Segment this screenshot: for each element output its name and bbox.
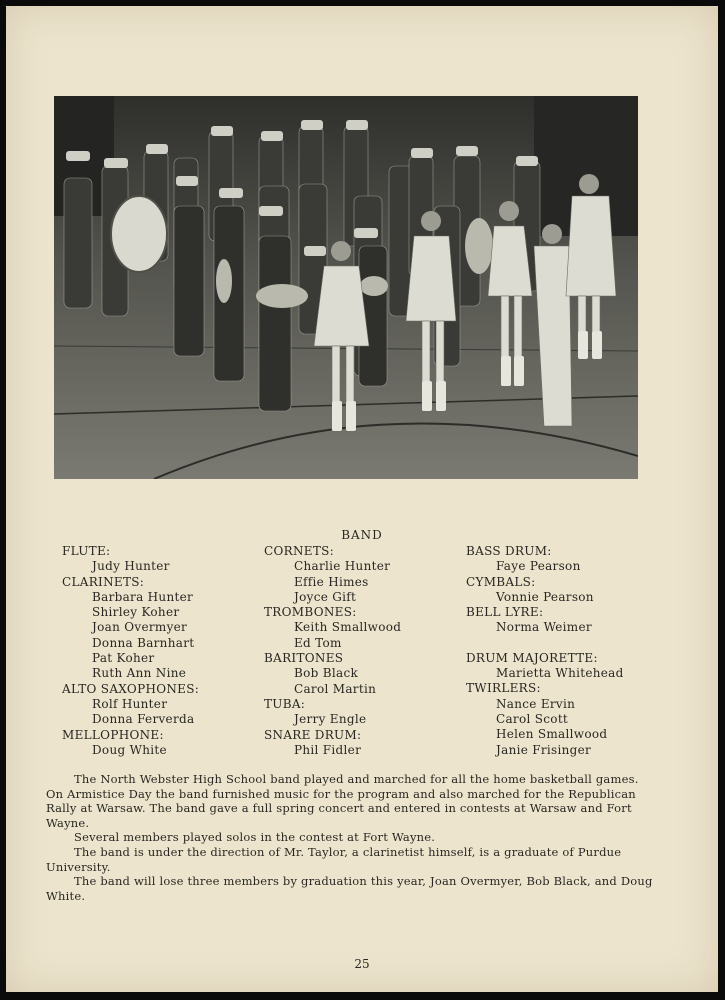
section-baritones bbox=[264, 651, 454, 697]
member-name: Janie Frisinger bbox=[496, 742, 592, 757]
section-cymbals bbox=[466, 575, 666, 606]
section-bass-drum bbox=[466, 544, 666, 575]
member-name: Rolf Hunter bbox=[92, 696, 168, 711]
member-name: Shirley Koher bbox=[92, 605, 180, 620]
section-snare-drum bbox=[264, 728, 454, 759]
section-title: SNARE DRUM: bbox=[264, 727, 362, 742]
band-description bbox=[46, 772, 656, 903]
section-title: MELLOPHONE: bbox=[62, 727, 164, 742]
roster-column-2 bbox=[264, 544, 454, 758]
member-name: Keith Smallwood bbox=[294, 620, 402, 635]
page-number: 25 bbox=[354, 957, 370, 971]
member-name: Carol Scott bbox=[496, 711, 569, 726]
member-name: Doug White bbox=[92, 742, 167, 757]
member-name: Marietta Whitehead bbox=[496, 666, 624, 681]
member-name: Charlie Hunter bbox=[294, 559, 391, 574]
member-name: Pat Koher bbox=[92, 651, 155, 666]
section-title: ALTO SAXOPHONES: bbox=[62, 681, 200, 696]
member-name: Bob Black bbox=[294, 666, 359, 681]
member-name: Judy Hunter bbox=[92, 559, 170, 574]
section-title: BASS DRUM: bbox=[466, 544, 552, 558]
member-name: Donna Ferverda bbox=[92, 712, 195, 727]
member-name: Effie Himes bbox=[294, 574, 369, 589]
member-name: Helen Smallwood bbox=[496, 727, 608, 742]
section-title: DRUM MAJORETTE: bbox=[466, 650, 598, 665]
section-title: BARITONES bbox=[264, 651, 344, 666]
member-name: Jerry Engle bbox=[294, 712, 367, 727]
member-name: Joan Overmyer bbox=[92, 620, 188, 635]
section-cornets bbox=[264, 544, 454, 605]
member-name: Nance Ervin bbox=[496, 696, 576, 711]
member-name: Barbara Hunter bbox=[92, 589, 194, 604]
section-trombones bbox=[264, 605, 454, 651]
section-title: CLARINETS: bbox=[62, 574, 145, 589]
member-name: Joyce Gift bbox=[294, 589, 357, 604]
band-heading: BAND bbox=[341, 528, 383, 542]
yearbook-page bbox=[6, 6, 718, 992]
section-title: TWIRLERS: bbox=[466, 681, 541, 696]
section-tuba bbox=[264, 697, 454, 728]
section-bell-lyre bbox=[466, 605, 666, 636]
member-name: Carol Martin bbox=[294, 681, 377, 696]
paragraph: The North Webster High School band played and marched for all the home basketball games. On Armistice Day the band furnished music for the program and also marched for the Republican Rally at Warsaw. The band gave a full spring concert and entered in contests at Warsaw and Fort Wayne. bbox=[46, 772, 639, 830]
section-title: TROMBONES: bbox=[264, 605, 357, 620]
section-title: BELL LYRE: bbox=[466, 605, 544, 620]
member-name: Ed Tom bbox=[294, 635, 342, 650]
section-title: FLUTE: bbox=[62, 544, 111, 558]
paragraph: Several members played solos in the contest at Fort Wayne. bbox=[74, 830, 436, 845]
section-drum-majorette bbox=[466, 651, 666, 682]
section-clarinets bbox=[62, 575, 252, 682]
section-title: CYMBALS: bbox=[466, 574, 536, 589]
roster-column-3 bbox=[466, 544, 666, 758]
member-name: Norma Weimer bbox=[496, 620, 592, 635]
section-title: TUBA: bbox=[264, 696, 306, 711]
member-name: Donna Barnhart bbox=[92, 635, 195, 650]
section-mellophone bbox=[62, 728, 252, 759]
section-flute bbox=[62, 544, 252, 575]
band-photo bbox=[54, 96, 638, 479]
paragraph: The band is under the direction of Mr. Taylor, a clarinetist himself, is a graduate of Purdue University. bbox=[46, 844, 622, 874]
member-name: Vonnie Pearson bbox=[496, 589, 594, 604]
roster-column-1 bbox=[62, 544, 252, 758]
section-twirlers bbox=[466, 681, 666, 757]
member-name: Faye Pearson bbox=[496, 559, 581, 574]
member-name: Phil Fidler bbox=[294, 742, 362, 757]
paragraph: The band will lose three members by graduation this year, Joan Overmyer, Bob Black, and Doug White. bbox=[46, 874, 653, 903]
member-name: Ruth Ann Nine bbox=[92, 666, 187, 681]
section-title: CORNETS: bbox=[264, 544, 334, 558]
section-alto-saxophones bbox=[62, 682, 252, 728]
